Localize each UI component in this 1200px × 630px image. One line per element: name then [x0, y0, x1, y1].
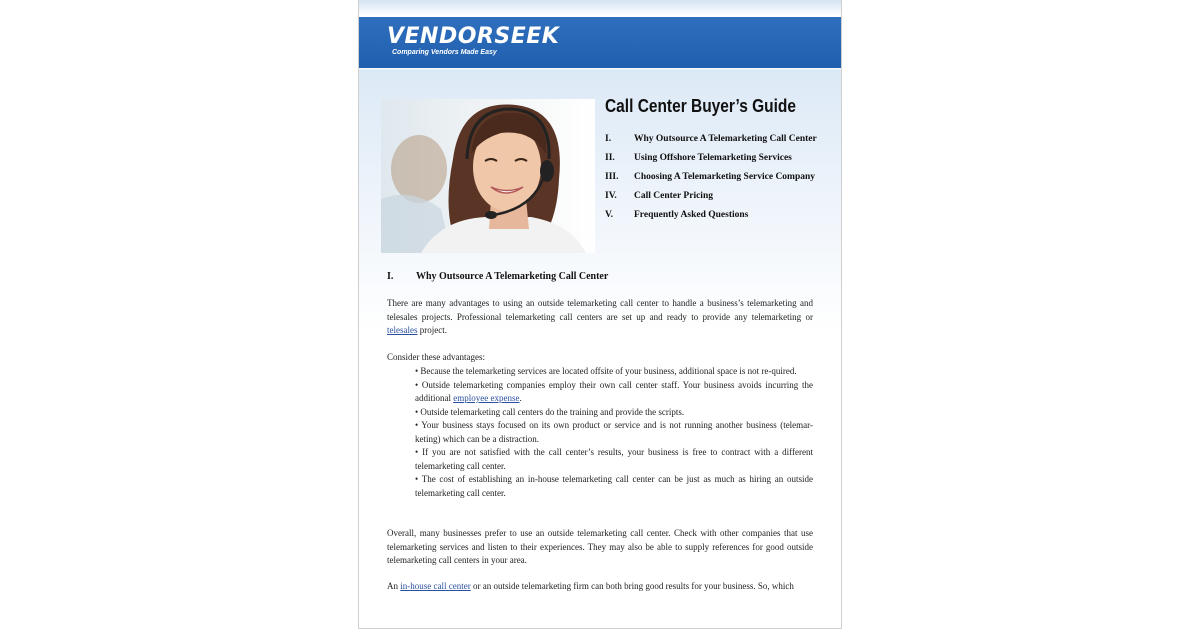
employee-expense-link[interactable]: employee expense: [453, 393, 520, 403]
consider-label: Consider these advantages:: [387, 352, 485, 362]
toc-item[interactable]: V. Frequently Asked Questions: [605, 210, 749, 220]
closing-paragraph: An in-house call center or an outside telemarketing firm can both bring good results for your business. So, which: [387, 581, 794, 591]
call-center-agent-photo: [381, 99, 595, 253]
vendorseek-logo: VENDORSEEK: [387, 24, 560, 49]
document-page: [358, 0, 842, 629]
agent-photo-illustration: [381, 99, 595, 253]
list-item: • The cost of establishing an in-house telemarketing call center can be just as much as hiring an outside telemarketing call center.: [415, 474, 813, 498]
list-item: • Your business stays focused on its own product or service and is not running another business (telemar-keting) which can be a distraction.: [415, 420, 813, 444]
toc-item[interactable]: II. Using Offshore Telemarketing Services: [605, 153, 792, 163]
intro-paragraph: There are many advantages to using an outside telemarketing call center to handle a business’s telemarketing and telesales projects. Professional telemarketing call centers are set up and ready to provide any telemarketing or telesales project.: [387, 298, 813, 335]
advantages-list: [415, 365, 813, 500]
list-item: • Because the telemarketing services are located offsite of your business, additional space is not re-quired.: [415, 366, 797, 376]
list-item: • Outside telemarketing companies employ their own call center staff. Your business avoids incurring the additional employee expense.: [415, 379, 813, 403]
guide-title: Call Center Buyer’s Guide: [605, 96, 796, 116]
table-of-contents: [605, 134, 817, 229]
in-house-call-center-link[interactable]: in-house call center: [400, 581, 471, 591]
overall-paragraph: Overall, many businesses prefer to use an outside telemarketing call center. Check with other companies that use telemarketing services and listen to their experiences. They may also be able to supply references for good outside telemarketing call centers in your area.: [387, 528, 813, 565]
toc-item[interactable]: III. Choosing A Telemarketing Service Company: [605, 172, 816, 182]
toc-item[interactable]: IV. Call Center Pricing: [605, 191, 713, 201]
section-heading: I. Why Outsource A Telemarketing Call Center: [387, 271, 609, 282]
header-banner: [359, 17, 841, 68]
logo-tagline: Comparing Vendors Made Easy: [392, 49, 497, 56]
list-item: • Outside telemarketing call centers do the training and provide the scripts.: [415, 406, 685, 417]
list-item: • If you are not satisfied with the call center’s results, your business is free to contract with a different telemarketing call center.: [415, 447, 813, 471]
telesales-link[interactable]: telesales: [387, 325, 418, 335]
toc-item[interactable]: I. Why Outsource A Telemarketing Call Center: [605, 134, 817, 144]
